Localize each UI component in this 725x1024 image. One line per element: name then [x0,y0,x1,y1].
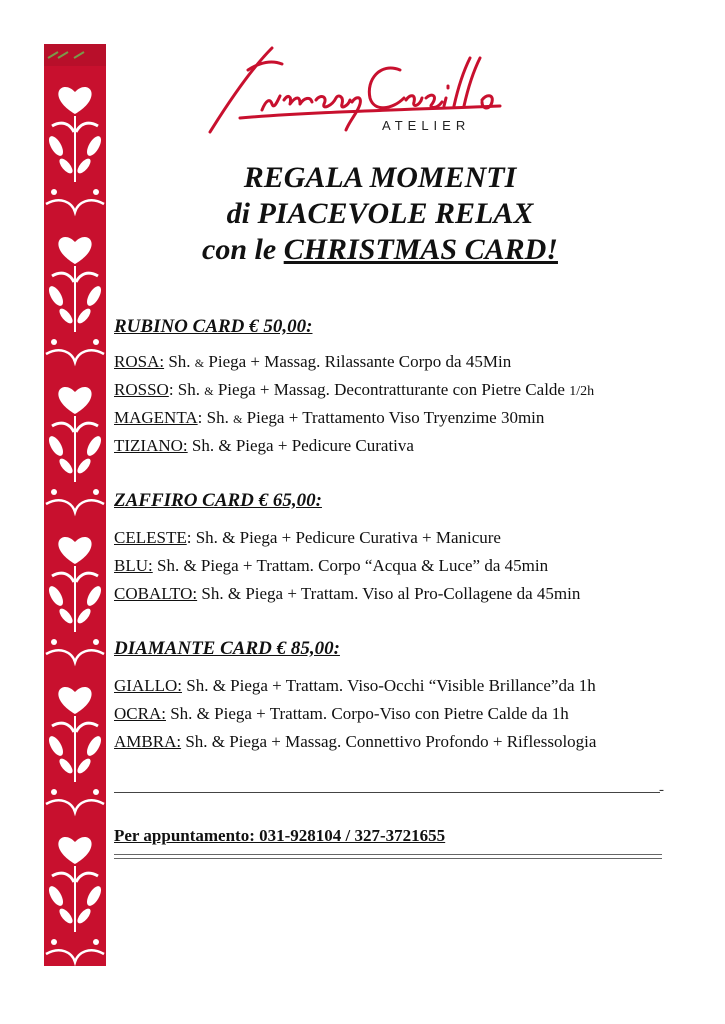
headline-line-1: REGALA MOMENTI [243,161,517,194]
list-item: OCRA: Sh. & Piega + Trattam. Corpo-Viso con Pietre Calde da 1h [114,704,569,723]
list-item: COBALTO: Sh. & Piega + Trattam. Viso al Pro-Collagene da 45min [114,584,581,603]
floral-strip [44,44,106,966]
list-item: TIZIANO: Sh. & Piega + Pedicure Curativa [114,436,414,455]
list-item: BLU: Sh. & Piega + Trattam. Corpo “Acqua & Luce” da 45min [114,556,549,575]
headline-line-3: con le CHRISTMAS CARD! [202,233,558,266]
section-title-rubino: RUBINO CARD € 50,00: [114,316,313,337]
headline-emphasis: CHRISTMAS CARD! [283,233,558,266]
brand-signature-logo [200,40,520,140]
floral-heart-pattern-icon [44,44,106,966]
brand-subtitle: ATELIER [382,118,471,133]
divider-dash: - [659,782,664,798]
double-divider [114,854,662,859]
list-item: GIALLO: Sh. & Piega + Trattam. Viso-Occhi “Visible Brillance”da 1h [114,676,596,695]
contact-phone: Per appuntamento: 031-928104 / 327-3721655 [114,826,446,845]
list-item: CELESTE: Sh. & Piega + Pedicure Curativa + Manicure [114,528,501,547]
list-item: MAGENTA: Sh. & Piega + Trattamento Viso Tryenzime 30min [114,408,545,427]
page-headline [130,160,630,268]
section-title-zaffiro: ZAFFIRO CARD € 65,00: [114,490,322,511]
list-item: ROSSO: Sh. & Piega + Massag. Decontratturante con Pietre Calde 1/2h [114,380,595,399]
list-item: AMBRA: Sh. & Piega + Massag. Connettivo Profondo + Riflessologia [114,732,597,751]
list-item: ROSA: Sh. & Piega + Massag. Rilassante Corpo da 45Min [114,352,512,371]
signature-logo-icon [200,40,520,140]
section-title-diamante: DIAMANTE CARD € 85,00: [114,638,340,659]
divider [114,792,660,793]
headline-line-2: di PIACEVOLE RELAX [226,197,534,230]
